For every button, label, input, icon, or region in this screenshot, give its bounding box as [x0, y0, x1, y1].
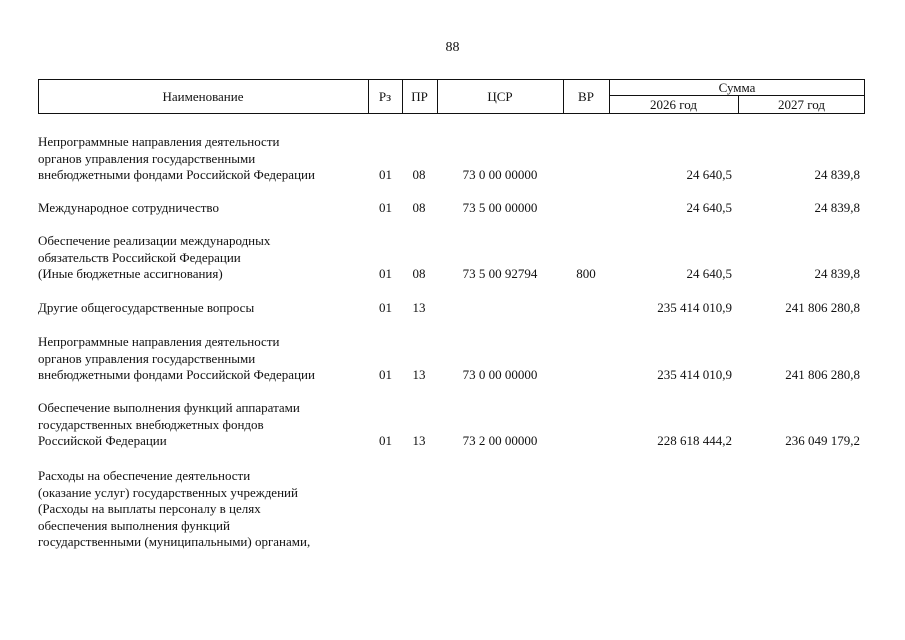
row-name-line: внебюджетными фондами Российской Федерации	[38, 167, 315, 182]
row-csr: 73 2 00 00000	[462, 433, 538, 448]
row-name-line: (оказание услуг) государственных учреждений	[38, 484, 298, 500]
row-sum-2027: 241 806 280,8	[785, 367, 860, 382]
row-csr: 73 5 00 92794	[462, 266, 538, 281]
row-csr: 73 0 00 00000	[462, 167, 538, 182]
row-sum-2027: 236 049 179,2	[785, 433, 860, 448]
row-name-line: обязательств Российской Федерации	[38, 249, 241, 265]
row-sum-2026: 228 618 444,2	[657, 433, 732, 448]
row-name-line: Непрограммные направления деятельности	[38, 334, 280, 349]
row-name	[38, 334, 373, 384]
row-csr: 73 5 00 00000	[462, 200, 538, 215]
row-sum-2027: 24 839,8	[814, 167, 860, 182]
row-name-line: внебюджетными фондами Российской Федерации	[38, 367, 315, 382]
row-name-line: Другие общегосударственные вопросы	[38, 300, 255, 315]
row-name	[38, 400, 373, 450]
header-bottom-border	[38, 113, 865, 114]
header-csr: ЦСР	[487, 89, 513, 104]
row-pr: 13	[412, 367, 426, 382]
row-rz: 01	[379, 367, 392, 382]
row-pr: 08	[412, 200, 426, 215]
row-rz: 01	[379, 167, 392, 182]
row-name-line: государственными (муниципальными) органами,	[38, 534, 311, 549]
row-rz: 01	[379, 266, 392, 281]
row-name-line: органов управления государственными	[38, 350, 256, 366]
row-pr: 08	[412, 167, 426, 182]
row-pr: 13	[412, 433, 426, 448]
row-pr: 13	[412, 300, 426, 315]
row-name	[38, 134, 373, 184]
row-sum-2026: 235 414 010,9	[657, 367, 732, 382]
row-rz: 01	[379, 200, 392, 215]
row-name-line: Обеспечение реализации международных	[38, 233, 271, 248]
row-name-line: (Иные бюджетные ассигнования)	[38, 266, 223, 281]
row-rz: 01	[379, 433, 392, 448]
header-name: Наименование	[162, 89, 244, 104]
row-name-line: государственных внебюджетных фондов	[38, 416, 264, 432]
header-rz: Рз	[378, 89, 392, 104]
row-vr: 800	[576, 266, 596, 281]
row-name-line: органов управления государственными	[38, 150, 256, 166]
row-name-line: обеспечения выполнения функций	[38, 517, 230, 533]
row-name-line: Российской Федерации	[38, 433, 167, 448]
header-vr: ВР	[578, 89, 594, 104]
row-sum-2027: 24 839,8	[814, 266, 860, 281]
header-year-2027: 2027 год	[778, 97, 825, 112]
row-name-line: Расходы на обеспечение деятельности	[38, 468, 251, 483]
row-sum-2026: 235 414 010,9	[657, 300, 732, 315]
row-name	[38, 300, 373, 317]
page-number: 88	[445, 40, 460, 55]
row-name	[38, 468, 373, 551]
row-name-line: Международное сотрудничество	[38, 200, 219, 215]
row-sum-2026: 24 640,5	[686, 266, 732, 281]
row-name-line: Непрограммные направления деятельности	[38, 134, 280, 149]
row-name-line: Обеспечение выполнения функций аппаратами	[38, 400, 300, 415]
row-sum-2026: 24 640,5	[686, 200, 732, 215]
header-year-2026: 2026 год	[650, 97, 697, 112]
row-sum-2027: 24 839,8	[814, 200, 860, 215]
row-rz: 01	[379, 300, 392, 315]
row-sum-2026: 24 640,5	[686, 167, 732, 182]
row-csr: 73 0 00 00000	[462, 367, 538, 382]
row-name-line: (Расходы на выплаты персоналу в целях	[38, 501, 261, 516]
header-pr: ПР	[411, 89, 428, 104]
row-name	[38, 200, 373, 217]
header-sum: Сумма	[718, 80, 756, 95]
row-pr: 08	[412, 266, 426, 281]
row-sum-2027: 241 806 280,8	[785, 300, 860, 315]
row-name	[38, 233, 373, 283]
